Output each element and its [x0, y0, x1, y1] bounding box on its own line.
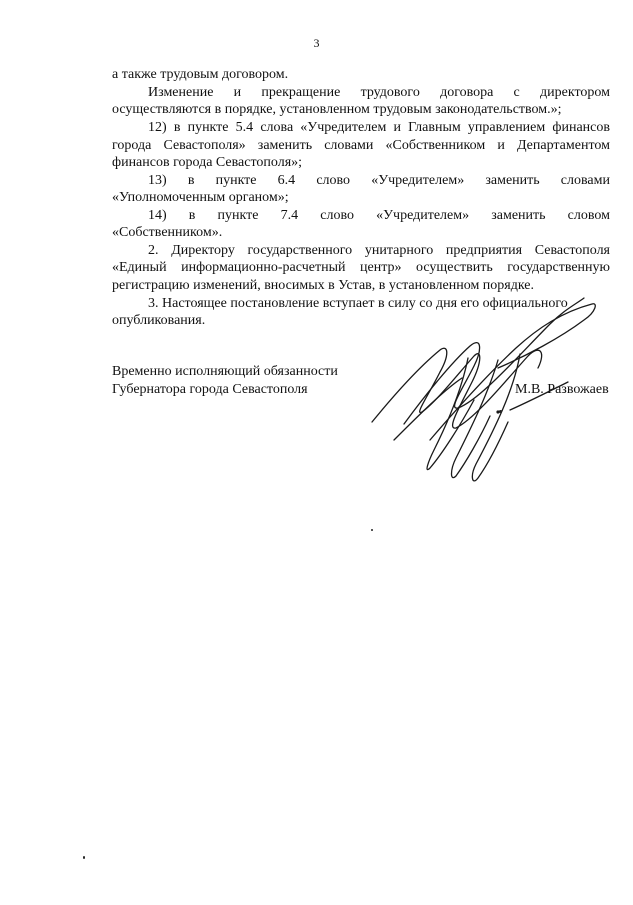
text-line: финансов города Севастополя»; [112, 155, 303, 170]
signer-position-line2: Губернатора города Севастополя [112, 382, 308, 397]
text-line: 14) в пункте 7.4 слово «Учредителем» заменить словом [148, 208, 610, 223]
text-line: регистрацию изменений, вносимых в Устав, в установленном порядке. [112, 278, 535, 293]
signature-stroke [430, 304, 595, 440]
text-line: осуществляются в порядке, установленном трудовым законодательством.»; [112, 102, 562, 117]
text-line: «Собственником». [112, 225, 223, 240]
text-line: «Единый информационно-расчетный центр» осуществить государственную [112, 260, 610, 275]
text-line: города Севастополя» заменить словами «Собственником и Департаментом [112, 138, 610, 153]
signer-name: М.В. Развожаев [515, 382, 609, 397]
text-line: «Уполномоченным органом»; [112, 190, 289, 205]
text-line: 3. Настоящее постановление вступает в силу со дня его официального [148, 296, 568, 311]
signature-stroke [427, 358, 474, 470]
text-line: 13) в пункте 6.4 слово «Учредителем» заменить словами [148, 173, 610, 188]
signature-stroke [510, 382, 568, 410]
scan-speck [371, 529, 373, 531]
text-line: Изменение и прекращение трудового договора с директором [148, 85, 610, 100]
scan-speck [499, 410, 502, 413]
signature-stroke [404, 298, 584, 424]
text-line: 2. Директору государственного унитарного предприятия Севастополя [148, 243, 610, 258]
text-line: 12) в пункте 5.4 слова «Учредителем и Главным управлением финансов [148, 120, 610, 135]
scan-speck [83, 856, 85, 859]
page-number: 3 [313, 36, 320, 50]
text-line: опубликования. [112, 313, 206, 328]
signer-position-line1: Временно исполняющий обязанности [112, 364, 338, 379]
handwritten-signature [370, 290, 600, 510]
text-line: а также трудовым договором. [112, 67, 289, 82]
